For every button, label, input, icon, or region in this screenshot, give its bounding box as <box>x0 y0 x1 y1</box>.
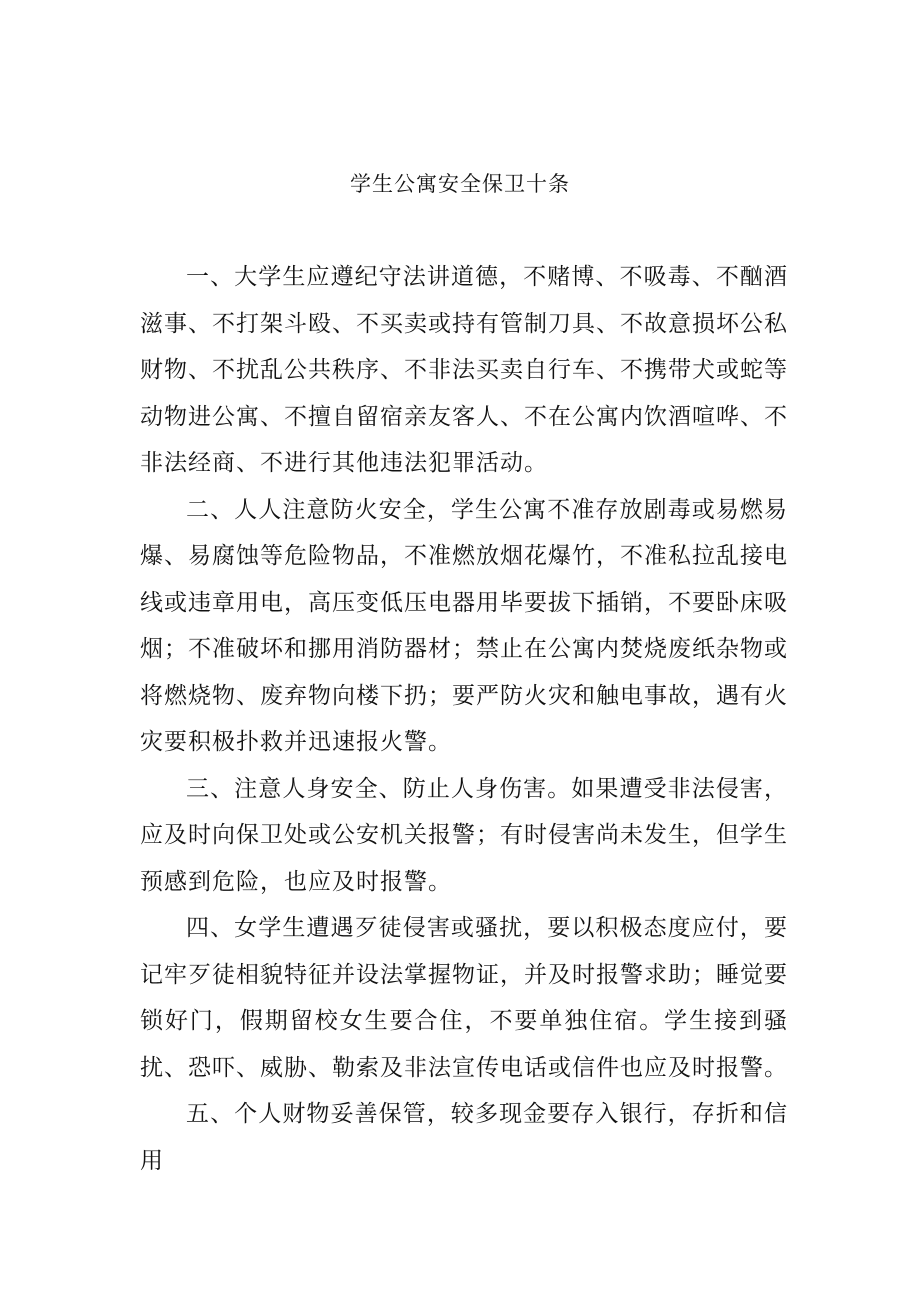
paragraph-2: 二、人人注意防火安全，学生公寓不准存放剧毒或易燃易爆、易腐蚀等危险物品，不准燃放烟花爆竹，不准私拉乱接电线或违章用电，高压变低压电器用毕要拔下插销，不要卧床吸烟；不准破坏和挪用消防器材；禁止在公寓内焚烧废纸杂物或将燃烧物、废弃物向楼下扔；要严防火灾和触电事故，遇有火灾要积极扑救并迅速报火警。 <box>140 496 788 755</box>
paragraph-5: 五、个人财物妥善保管，较多现金要存入银行，存折和信用 <box>140 1101 788 1174</box>
paragraph-1: 一、大学生应遵纪守法讲道德，不赌博、不吸毒、不酗酒滋事、不打架斗殴、不买卖或持有管制刀具、不故意损坏公私财物、不扰乱公共秩序、不非法买卖自行车、不携带犬或蛇等动物进公寓、不擅自留宿亲友客人、不在公寓内饮酒喧哗、不非法经商、不进行其他违法犯罪活动。 <box>140 264 788 476</box>
document-body <box>140 254 788 1184</box>
document-title: 学生公寓安全保卫十条 <box>350 172 570 196</box>
paragraph-3: 三、注意人身安全、防止人身伤害。如果遭受非法侵害，应及时向保卫处或公安机关报警；有时侵害尚未发生，但学生预感到危险，也应及时报警。 <box>140 775 788 895</box>
paragraph-4: 四、女学生遭遇歹徒侵害或骚扰，要以积极态度应付，要记牢歹徒相貌特征并设法掌握物证，并及时报警求助；睡觉要锁好门，假期留校女生要合住，不要单独住宿。学生接到骚扰、恐吓、威胁、勒索及非法宣传电话或信件也应及时报警。 <box>140 915 788 1081</box>
